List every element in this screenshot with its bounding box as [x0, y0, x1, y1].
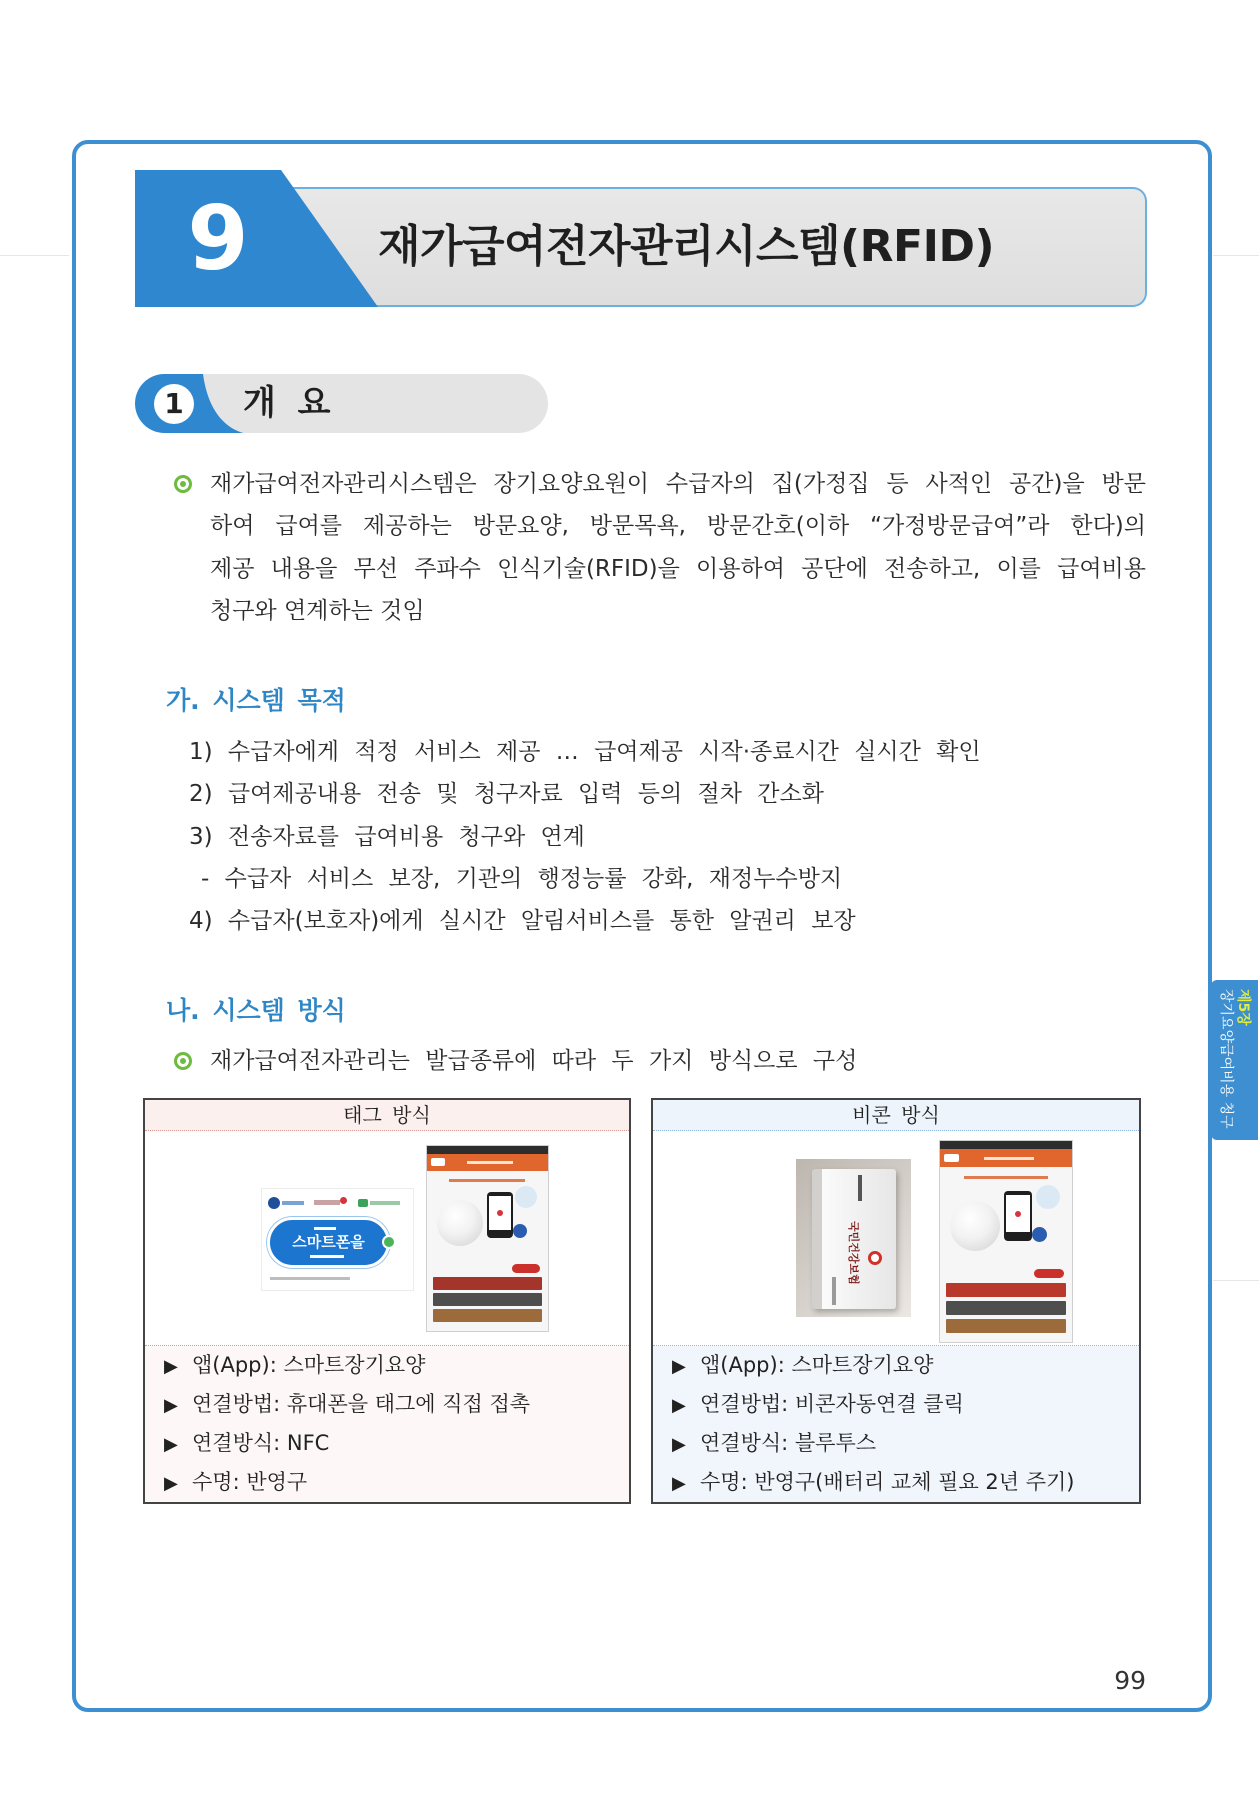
app-menu-button [433, 1309, 542, 1322]
detail-text: 연결방식: 블루투스 [700, 1431, 877, 1455]
detail-text: 연결방법: 비콘자동연결 클릭 [700, 1392, 964, 1416]
triangle-bullet-icon: ▶ [164, 1356, 178, 1377]
logo-text-bar [370, 1201, 400, 1205]
nfc-tag-touch-area [267, 1217, 390, 1268]
nfc-status-badge [512, 1264, 540, 1273]
detail-row [653, 1346, 1139, 1385]
detail-row [653, 1424, 1139, 1463]
green-logo-icon [358, 1199, 368, 1207]
instruction-text-bar [449, 1179, 525, 1182]
intro-line: 제공 내용을 무선 주파수 인식기술(RFID)을 이용하여 공단에 전송하고, 이를 급여비용 [210, 555, 1146, 582]
section-number: 1 [154, 384, 194, 424]
side-tab-title: 장기요양급여비용 청구 [1218, 989, 1234, 1129]
purpose-item: 4) 수급자(보호자)에게 실시간 알림서비스를 통한 알권리 보장 [189, 908, 856, 935]
app-logo-icon [1015, 1211, 1021, 1217]
logo-text-bar [314, 1200, 340, 1205]
method-heading: 나. 시스템 방식 [166, 996, 346, 1025]
intro-paragraph [210, 463, 1146, 633]
beacon-auto-connect-button [946, 1283, 1066, 1297]
guide-line [0, 255, 69, 256]
triangle-bullet-icon: ▶ [672, 1395, 686, 1416]
app-logo-icon [497, 1210, 503, 1216]
detail-text: 앱(App): 스마트장기요양 [192, 1353, 426, 1377]
intro-line: 하여 급여를 제공하는 방문요양, 방문목욕, 방문간호(이하 “가정방문급여”라 한다)의 [210, 513, 1146, 540]
tag-card-text: 스마트폰을 [292, 1233, 365, 1251]
beacon-method-details [653, 1346, 1139, 1502]
guide-line [1213, 255, 1259, 256]
back-icon [431, 1158, 445, 1166]
triangle-bullet-icon: ▶ [164, 1434, 178, 1455]
beacon-device [812, 1169, 896, 1309]
beacon-device-icon [950, 1201, 1000, 1251]
purpose-list [189, 731, 1089, 942]
triangle-bullet-icon: ▶ [672, 1356, 686, 1377]
beacon-device-label: 국민건강보험 [847, 1221, 860, 1285]
app-menu-button [433, 1293, 542, 1306]
guide-line [1213, 1280, 1259, 1281]
logo-text-bar [282, 1201, 304, 1205]
detail-row [145, 1346, 629, 1385]
small-text-bar [314, 1227, 336, 1230]
back-icon [944, 1154, 959, 1162]
detail-row [145, 1463, 629, 1502]
red-logo-icon [340, 1197, 347, 1204]
detail-text: 연결방식: NFC [192, 1431, 330, 1455]
detail-row [653, 1385, 1139, 1424]
small-text-bar [858, 1175, 862, 1201]
small-text-bar [832, 1277, 836, 1305]
blue-circle-icon [513, 1224, 527, 1238]
tag-method-table [143, 1098, 631, 1504]
signal-wave-icon [515, 1186, 537, 1208]
brand-logo-icon [868, 1251, 882, 1265]
chapter-number: 9 [187, 187, 249, 290]
app-menu-button [946, 1319, 1066, 1333]
tag-method-details [145, 1346, 629, 1502]
section-title: 개 요 [243, 383, 331, 423]
chapter-title: 재가급여전자관리시스템(RFID) [378, 221, 995, 272]
app-screen-tag [426, 1145, 549, 1332]
detail-text: 수명: 반영구 [192, 1470, 308, 1494]
triangle-bullet-icon: ▶ [164, 1395, 178, 1416]
beacon-method-illustration [653, 1131, 1139, 1346]
purpose-sub-item: - 수급자 서비스 보장, 기관의 행정능률 강화, 재정누수방지 [201, 865, 843, 892]
detail-text: 연결방법: 휴대폰을 태그에 직접 접촉 [192, 1392, 531, 1416]
purpose-item: 2) 급여제공내용 전송 및 청구자료 입력 등의 절차 간소화 [189, 781, 824, 808]
app-screen-beacon [939, 1140, 1073, 1343]
detail-text: 앱(App): 스마트장기요양 [700, 1353, 934, 1377]
blue-circle-icon [1032, 1227, 1047, 1242]
triangle-bullet-icon: ▶ [164, 1473, 178, 1494]
beacon-method-table [651, 1098, 1141, 1504]
signal-wave-icon [1036, 1185, 1060, 1209]
detail-row [145, 1385, 629, 1424]
intro-line: 청구와 연계하는 것임 [210, 598, 425, 625]
tag-method-illustration [145, 1131, 629, 1346]
tag-method-header: 태그 방식 [145, 1100, 629, 1131]
page-number: 99 [1114, 1666, 1146, 1695]
beacon-method-header: 비콘 방식 [653, 1100, 1139, 1131]
purpose-item: 3) 전송자료를 급여비용 청구와 연계 [189, 823, 585, 850]
purpose-heading: 가. 시스템 목적 [166, 686, 346, 715]
nfc-tag-device-icon [437, 1200, 483, 1246]
nfc-tag-card [261, 1188, 414, 1291]
intro-line: 재가급여전자관리시스템은 장기요양요원이 수급자의 집(가정집 등 사적인 공간)을 방문 [210, 471, 1146, 497]
app-title-bar [467, 1161, 513, 1164]
app-menu-button [946, 1301, 1066, 1315]
small-text-bar [310, 1255, 344, 1258]
green-circle-bullet-icon [174, 475, 192, 493]
small-text-bar [270, 1277, 350, 1280]
green-circle-bullet-icon [174, 1052, 192, 1070]
chapter-side-tab [1211, 980, 1258, 1140]
method-description: 재가급여전자관리는 발급종류에 따라 두 가지 방식으로 구성 [210, 1048, 858, 1074]
side-tab-chapter: 제5장 [1235, 989, 1251, 1026]
green-badge-icon [382, 1235, 396, 1249]
detail-row [653, 1463, 1139, 1502]
triangle-bullet-icon: ▶ [672, 1473, 686, 1494]
detail-row [145, 1424, 629, 1463]
purpose-item: 1) 수급자에게 적정 서비스 제공 … 급여제공 시작·종료시간 실시간 확인 [189, 739, 981, 765]
app-title-bar [984, 1157, 1034, 1160]
instruction-text-bar [964, 1176, 1048, 1179]
triangle-bullet-icon: ▶ [672, 1434, 686, 1455]
app-menu-button [433, 1277, 542, 1290]
side-tab-text [1217, 989, 1251, 1129]
phone-status-bar [940, 1141, 1072, 1149]
beacon-device-photo [796, 1159, 911, 1317]
connection-status-badge [1034, 1269, 1064, 1278]
phone-status-bar [427, 1146, 548, 1154]
emblem-logo-icon [268, 1197, 280, 1209]
detail-text: 수명: 반영구(배터리 교체 필요 2년 주기) [700, 1470, 1075, 1494]
